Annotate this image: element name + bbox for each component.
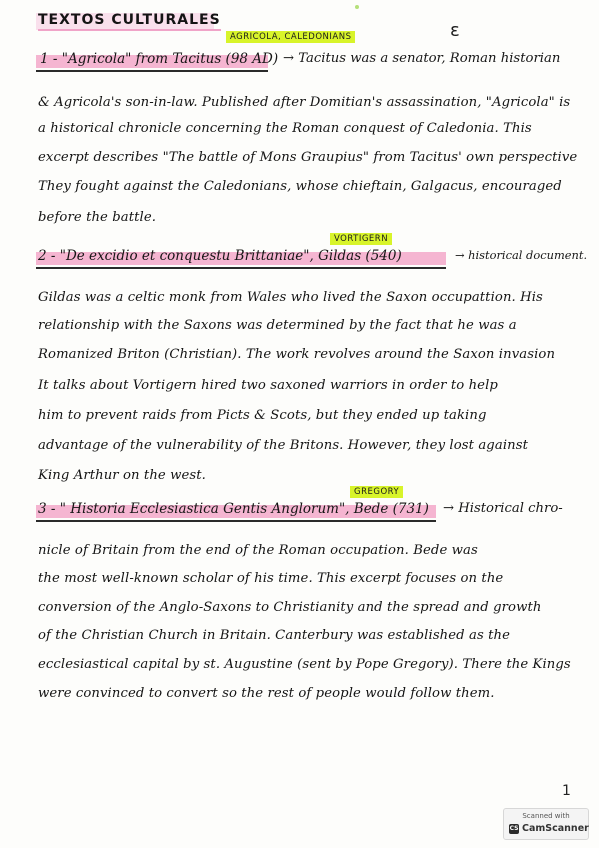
section-2-heading-underline	[36, 267, 446, 269]
section-3-heading-underline	[36, 520, 436, 522]
section-3-line: of the Christian Church in Britain. Canterbury was established as the	[38, 628, 511, 643]
ink-dot	[355, 5, 359, 9]
section-3-tag: GREGORY	[350, 486, 403, 498]
section-1-line: excerpt describes "The battle of Mons Graupius" from Tacitus' own perspective	[38, 150, 578, 165]
section-2-line: relationship with the Saxons was determined by the fact that he was a	[38, 318, 517, 333]
section-1-line: a historical chronicle concerning the Roman conquest of Caledonia. This	[38, 121, 532, 136]
section-3-line: ecclesiastical capital by st. Augustine (sent by Pope Gregory). There the Kings	[38, 657, 571, 672]
section-2-line: him to prevent raids from Picts & Scots, but they ended up taking	[38, 408, 487, 423]
section-3-line: the most well-known scholar of his time. This excerpt focuses on the	[38, 571, 504, 586]
section-1-heading-continuation: → Tacitus was a senator, Roman historian	[283, 51, 561, 66]
section-2-line: It talks about Vortigern hired two saxoned warriors in order to help	[38, 378, 498, 393]
section-1-heading: 1 - "Agricola" from Tacitus (98 AD)	[40, 51, 279, 67]
section-3-line: were convinced to convert so the rest of people would follow them.	[38, 686, 495, 701]
section-2-tag: VORTIGERN	[330, 233, 392, 245]
section-2-heading-continuation: → historical document.	[455, 248, 588, 262]
section-3-line: conversion of the Anglo-Saxons to Christianity and the spread and growth	[38, 600, 542, 615]
page-title: TEXTOS CULTURALES	[38, 12, 221, 31]
camscanner-stamp	[503, 808, 589, 840]
section-2-line: King Arthur on the west.	[38, 468, 206, 483]
section-2-line: Romanized Briton (Christian). The work revolves around the Saxon invasion	[38, 347, 556, 362]
section-3-heading-continuation: → Historical chro-	[443, 501, 563, 516]
page-number: 1	[562, 783, 571, 799]
camscanner-logo-icon: CS	[509, 825, 519, 832]
section-1-line: before the battle.	[38, 210, 157, 225]
section-2-heading: 2 - "De excidio et conquestu Brittaniae", Gildas (540)	[38, 248, 402, 264]
section-3-heading: 3 - " Historia Ecclesiastica Gentis Anglorum", Bede (731)	[38, 501, 429, 517]
section-2-line: advantage of the vulnerability of the Britons. However, they lost against	[38, 438, 528, 453]
stamp-brand-name: CamScanner	[522, 823, 589, 834]
stamp-caption: Scanned with	[522, 812, 570, 820]
section-3-line: nicle of Britain from the end of the Roman occupation. Bede was	[38, 543, 478, 558]
pen-scribble-mark: ε	[450, 20, 460, 41]
section-1-tag: AGRICOLA, CALEDONIANS	[226, 31, 355, 43]
section-1-line: They fought against the Caledonians, whose chieftain, Galgacus, encouraged	[38, 179, 562, 194]
section-1-heading-underline	[36, 70, 268, 72]
section-2-line: Gildas was a celtic monk from Wales who lived the Saxon occupattion. His	[38, 290, 543, 305]
section-1-line: & Agricola's son-in-law. Published after Domitian's assassination, "Agricola" is	[38, 95, 571, 110]
